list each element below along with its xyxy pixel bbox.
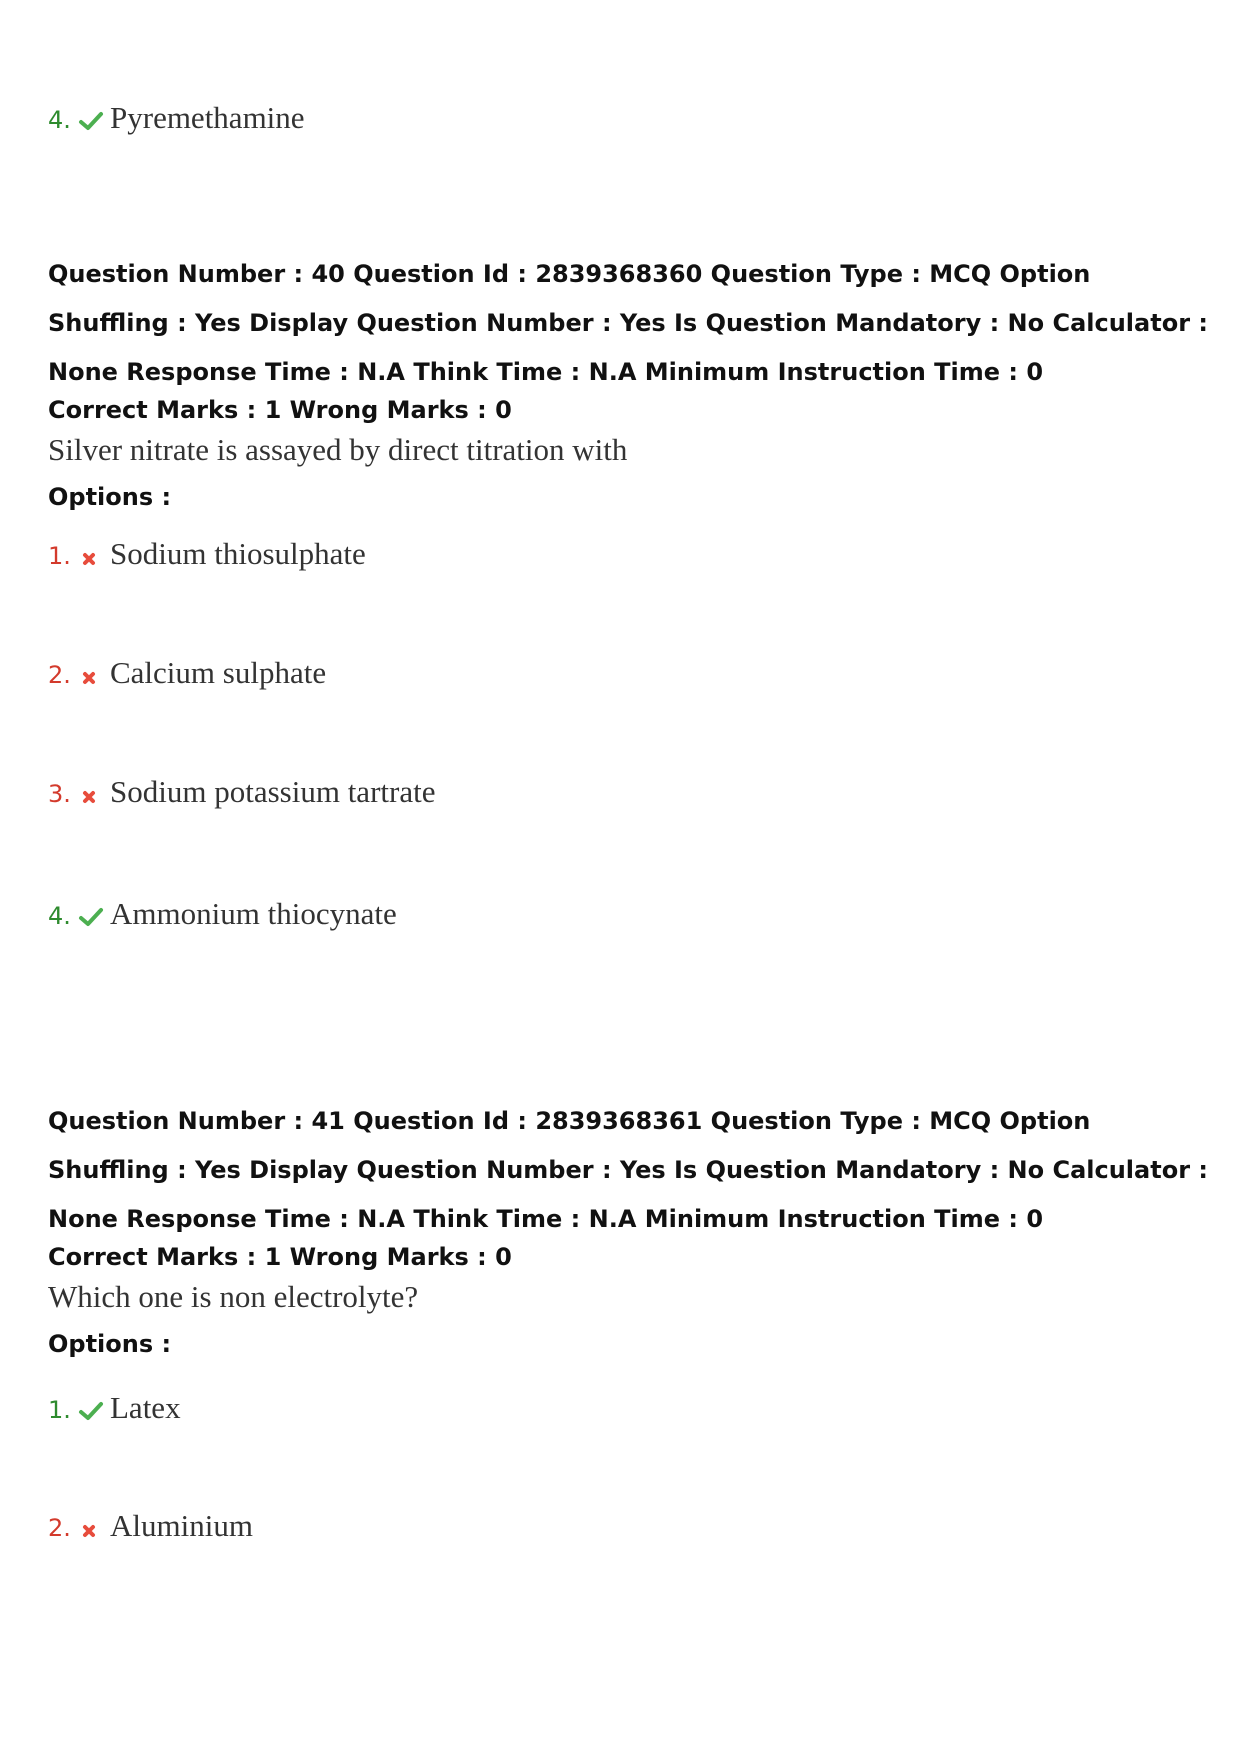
question-meta: Question Number : 40 Question Id : 2839368360 Question Type : MCQ Option Shuffling : Yes Display Question Number : Yes Is Question Mandatory : No Calculator : None Response Time : N.A Think Time : N.A Minimum Instruction Time : 0 [48,260,1208,386]
option-text: Latex [110,1390,181,1425]
question-text: Silver nitrate is assayed by direct titration with [48,432,628,467]
option-number: 2. [48,1514,71,1542]
option-text: Pyremethamine [110,100,305,135]
cross-icon [78,665,108,687]
cross-icon [78,1518,108,1540]
option-number: 4. [48,902,71,930]
option-text: Aluminium [110,1508,253,1543]
options-label: Options : [48,483,172,511]
option-row [48,774,435,810]
question-marks: Correct Marks : 1 Wrong Marks : 0 [48,396,512,424]
option-text: Calcium sulphate [110,655,327,690]
option-number: 2. [48,661,71,689]
option-row [48,1390,181,1426]
question-meta: Question Number : 41 Question Id : 2839368361 Question Type : MCQ Option Shuffling : Yes Display Question Number : Yes Is Question Mandatory : No Calculator : None Response Time : N.A Think Time : N.A Minimum Instruction Time : 0 [48,1107,1208,1233]
option-text: Ammonium thiocynate [110,896,397,931]
cross-icon [78,784,108,806]
option-row [48,536,366,572]
option-row [48,1508,253,1544]
option-row [48,100,305,136]
question-text: Which one is non electrolyte? [48,1279,419,1314]
option-text: Sodium potassium tartrate [110,774,436,809]
option-number: 3. [48,780,71,808]
checkmark-icon [78,1400,108,1422]
option-number: 1. [48,542,71,570]
checkmark-icon [78,906,108,928]
question-marks: Correct Marks : 1 Wrong Marks : 0 [48,1243,512,1271]
checkmark-icon [78,110,108,132]
cross-icon [78,546,108,568]
option-number: 4. [48,106,71,134]
options-label: Options : [48,1330,172,1358]
option-number: 1. [48,1396,71,1424]
option-row [48,655,326,691]
option-row [48,896,397,932]
option-text: Sodium thiosulphate [110,536,366,571]
